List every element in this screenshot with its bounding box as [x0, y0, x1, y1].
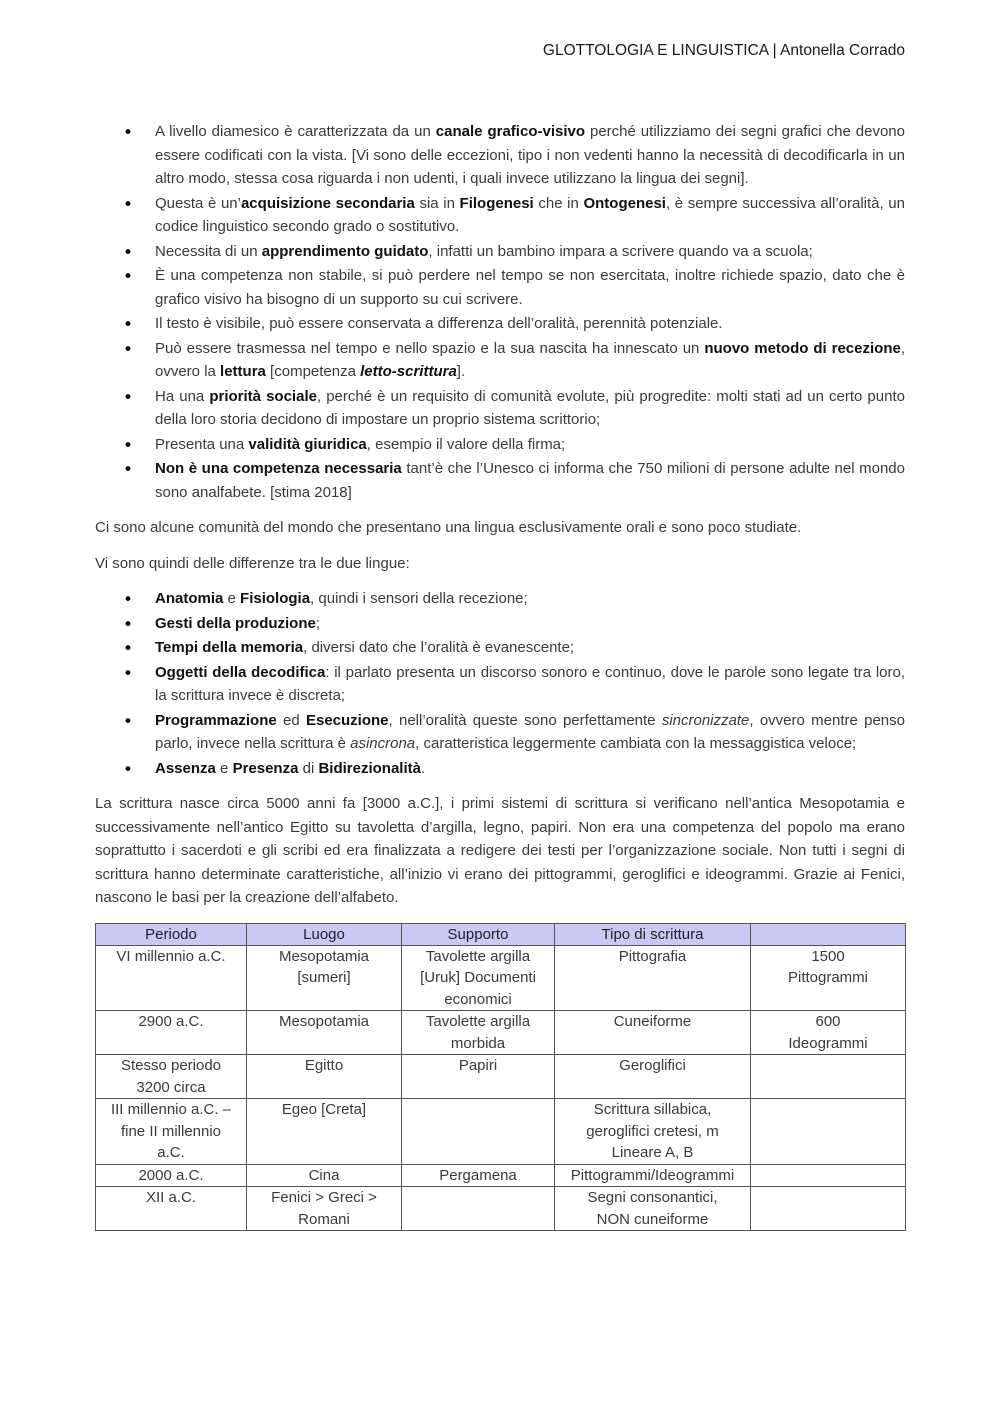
cell-line: morbida	[450, 1034, 506, 1052]
cell-line: economici	[444, 990, 512, 1008]
cell-line: Tavolette argilla	[425, 947, 531, 965]
column-header: Periodo	[96, 923, 247, 945]
paragraph: La scrittura nasce circa 5000 anni fa [3000 a.C.], i primi sistemi di scrittura si verificano nell’antica Mesopotamia e successivamente nell’antico Egitto su tavoletta d’argilla, legno, papiri. Non era una competenza del popolo ma erano soprattutto i sacerdoti e gli scribi ed era finalizzata a redigere dei testi per l’organizzazione sociale. Non tutti i segni di scrittura hanno determinate caratteristiche, all’inizio vi erano dei pittogrammi, geroglifici e ideogrammi. Grazie ai Fenici, nascono le basi per la creazione dell’alfabeto.	[95, 795, 905, 906]
table-cell	[402, 1164, 555, 1187]
table-cell	[555, 1187, 751, 1231]
table-cell	[402, 1011, 555, 1055]
column-header: Tipo di scrittura	[555, 923, 751, 945]
list-item: • Necessita di un apprendimento guidato, infatti un bambino impara a scrivere quando va a scuola;	[155, 240, 905, 264]
table-cell	[555, 945, 751, 1011]
differences-list	[95, 587, 905, 780]
table-cell	[751, 1187, 906, 1231]
paragraph: Ci sono alcune comunità del mondo che presentano una lingua esclusivamente orali e sono poco studiate.	[95, 519, 802, 536]
table-cell	[555, 1099, 751, 1165]
cell-line: Geroglifici	[619, 1057, 686, 1074]
cell-line: Lineare A, B	[611, 1144, 694, 1161]
cell-line: Tavolette argilla	[425, 1013, 531, 1030]
cell-line: Pittografia	[618, 947, 687, 965]
table-cell	[555, 1055, 751, 1099]
list-item: • Questa è un’acquisizione secondaria sia in Filogenesi che in Ontogenesi, è sempre successiva all’oralità, un codice linguistico secondo grado o sostitutivo.	[155, 192, 905, 239]
table-row	[96, 1187, 906, 1231]
list-item: • Gesti della produzione;	[155, 612, 905, 636]
list-item: • Programmazione ed Esecuzione, nell’oralità queste sono perfettamente sincronizzate, ovvero mentre penso parlo, invece nella scrittura è asincrona, caratteristica leggermente cambiata con la messaggistica veloce;	[155, 709, 905, 756]
list-item: • Oggetti della decodifica: il parlato presenta un discorso sonoro e continuo, dove le parole sono legate tra loro, la scrittura invece è discreta;	[155, 661, 905, 708]
cell-line: [sumeri]	[297, 969, 351, 986]
table-row	[96, 1164, 906, 1187]
table-body	[96, 945, 906, 1231]
table-cell	[402, 1187, 555, 1231]
table-cell	[247, 1099, 402, 1165]
list-item: • Il testo è visibile, può essere conservata a differenza dell’oralità, perennità potenziale.	[155, 312, 905, 336]
cell-line: XII a.C.	[145, 1189, 197, 1206]
list-item: • Non è una competenza necessaria tant’è che l’Unesco ci informa che 750 milioni di persone adulte nel mondo sono analfabete. [stima 2018]	[155, 457, 905, 504]
table-cell	[96, 1055, 247, 1099]
table-cell	[247, 1055, 402, 1099]
list-item: • A livello diamesico è caratterizzata da un canale grafico-visivo perché utilizziamo dei segni grafici che devono essere codificati con la vista. [Vi sono delle eccezioni, tipo i non vedenti hanno la necessità di decodificarla in un altro modo, stessa cosa riguarda i non udenti, i quali invece utilizzano la lingua dei segni].	[155, 120, 905, 191]
list-item: • Tempi della memoria, diversi dato che l’oralità è evanescente;	[155, 636, 905, 660]
cell-line: a.C.	[157, 1144, 185, 1161]
table-cell	[402, 945, 555, 1011]
cell-line: Egitto	[304, 1057, 344, 1074]
cell-line: III millennio a.C. –	[110, 1101, 232, 1118]
table-cell	[751, 1011, 906, 1055]
list-item: • Assenza e Presenza di Bidirezionalità.	[155, 757, 905, 781]
table-cell	[96, 945, 247, 1011]
page-header: GLOTTOLOGIA E LINGUISTICA | Antonella Corrado	[542, 42, 905, 59]
table-cell	[247, 945, 402, 1011]
cell-line: 3200 circa	[136, 1078, 206, 1096]
cell-line: Stesso periodo	[120, 1057, 222, 1074]
cell-line: Scrittura sillabica,	[593, 1101, 712, 1118]
cell-line: Cina	[308, 1166, 340, 1184]
cell-line: Cuneiforme	[613, 1013, 692, 1030]
table-row	[96, 1055, 906, 1099]
list-item: • Presenta una validità giuridica, esempio il valore della firma;	[155, 433, 905, 457]
list-item: • Ha una priorità sociale, perché è un requisito di comunità evolute, più progredite: molti stati ad un certo punto della loro storia decidono di impostare un proprio sistema scrittorio;	[155, 385, 905, 432]
table-cell	[402, 1099, 555, 1165]
table-cell	[751, 1164, 906, 1187]
table-row	[96, 1099, 906, 1165]
column-header: Luogo	[247, 923, 402, 945]
cell-line: Ideogrammi	[788, 1034, 868, 1052]
table-cell	[247, 1164, 402, 1187]
table-cell	[247, 1011, 402, 1055]
cell-line: 2900 a.C.	[138, 1013, 204, 1030]
list-item: • È una competenza non stabile, si può perdere nel tempo se non esercitata, inoltre richiede spazio, dato che è grafico visivo ha bisogno di un supporto su cui scrivere.	[155, 264, 905, 311]
list-item: • Può essere trasmessa nel tempo e nello spazio e la sua nascita ha innescato un nuovo metodo di recezione, ovvero la lettura [competenza letto-scrittura].	[155, 337, 905, 384]
document-body	[95, 120, 905, 1231]
cell-line: Mesopotamia	[278, 1013, 370, 1030]
cell-line: Egeo [Creta]	[281, 1101, 367, 1118]
table-cell	[555, 1011, 751, 1055]
cell-line: Papiri	[458, 1057, 498, 1074]
table-cell	[96, 1187, 247, 1231]
cell-line: 2000 a.C.	[138, 1166, 204, 1184]
table-header-row	[96, 923, 906, 945]
paragraph: Vi sono quindi delle differenze tra le due lingue:	[95, 554, 410, 572]
cell-line: Romani	[298, 1210, 350, 1228]
table-cell	[247, 1187, 402, 1231]
table-cell	[555, 1164, 751, 1187]
cell-line: 1500	[811, 947, 845, 965]
table-cell	[751, 945, 906, 1011]
cell-line: geroglifici cretesi, m	[586, 1122, 719, 1140]
table-row	[96, 945, 906, 1011]
table-cell	[751, 1055, 906, 1099]
cell-line: [Uruk] Documenti	[420, 969, 536, 986]
list-item: • Anatomia e Fisiologia, quindi i sensori della recezione;	[155, 587, 905, 611]
cell-line: Pittogrammi	[787, 969, 869, 986]
cell-line: VI millennio a.C.	[116, 947, 226, 965]
table-cell	[751, 1099, 906, 1165]
table-row	[96, 1011, 906, 1055]
cell-line: Segni consonantici,	[587, 1189, 718, 1206]
cell-line: NON cuneiforme	[596, 1210, 709, 1228]
cell-line: 600	[815, 1013, 841, 1030]
cell-line: Pittogrammi/Ideogrammi	[570, 1166, 735, 1184]
column-header	[751, 923, 906, 945]
cell-line: Pergamena	[439, 1166, 517, 1184]
column-header: Supporto	[402, 923, 555, 945]
writing-history-table	[95, 923, 906, 1232]
table-cell	[402, 1055, 555, 1099]
table-cell	[96, 1011, 247, 1055]
cell-line: Mesopotamia	[278, 947, 370, 965]
table-cell	[96, 1164, 247, 1187]
cell-line: fine II millennio	[120, 1122, 222, 1140]
characteristics-list	[95, 120, 905, 504]
cell-line: Fenici > Greci >	[271, 1189, 377, 1206]
table-cell	[96, 1099, 247, 1165]
